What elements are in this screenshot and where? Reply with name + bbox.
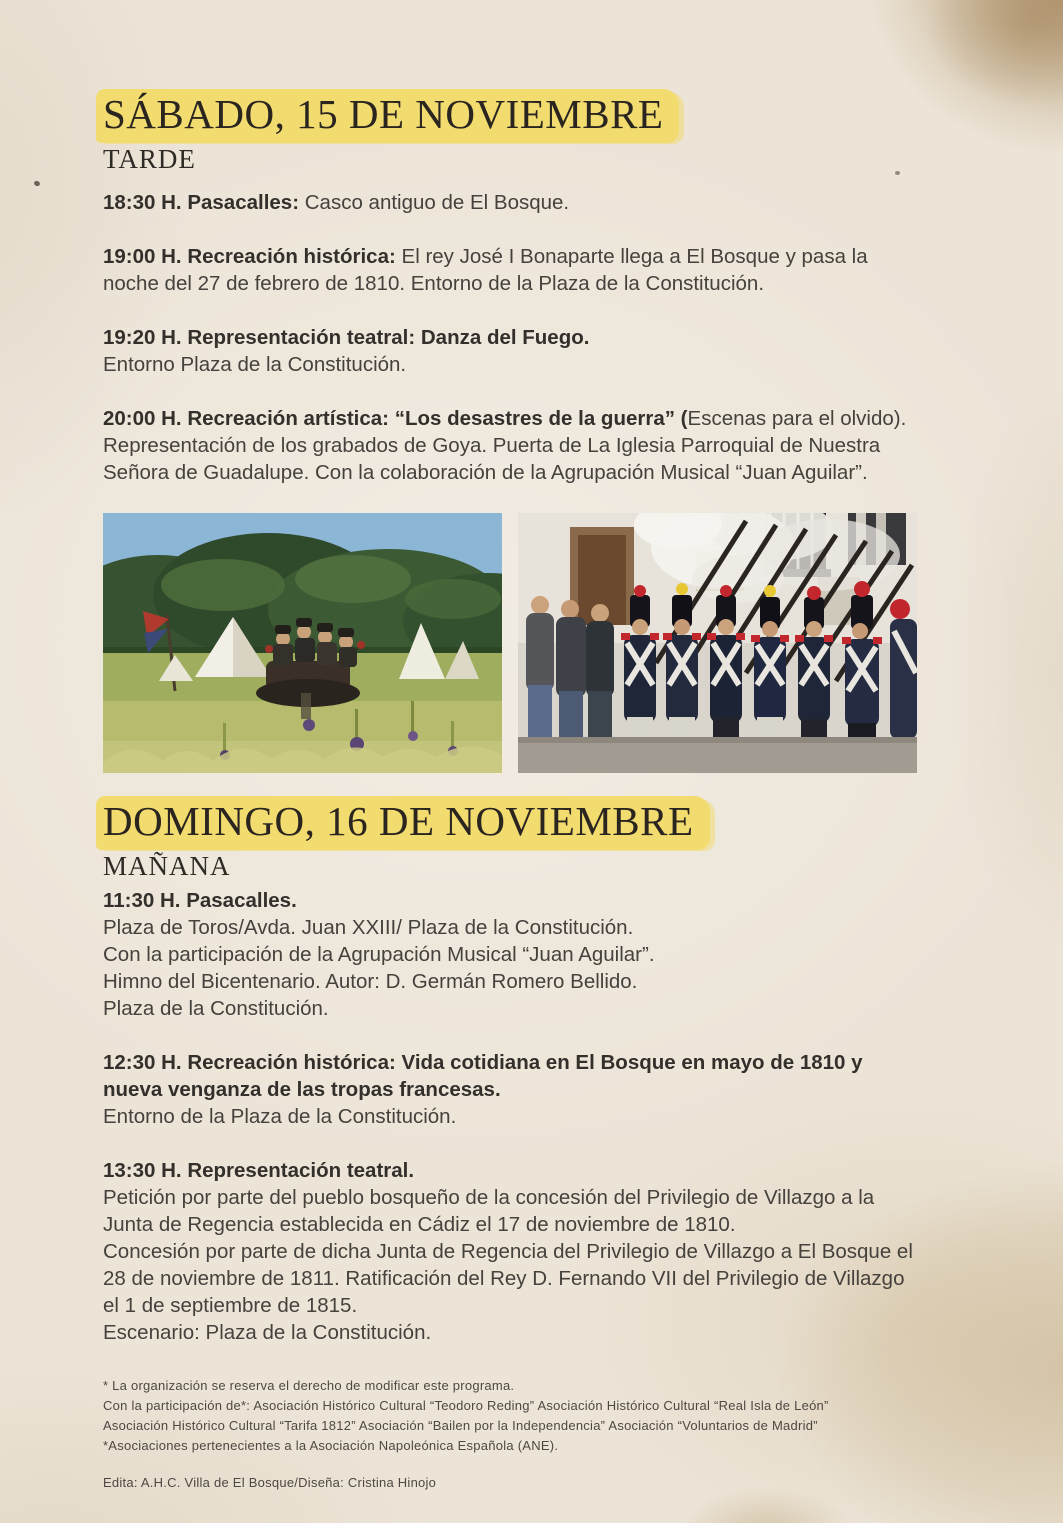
footnotes <box>103 1376 917 1456</box>
encampment-photo <box>103 513 502 773</box>
saturday-period: TARDE <box>103 144 196 175</box>
event-1900 <box>103 243 917 297</box>
saturday-title-highlight: SÁBADO, 15 DE NOVIEMBRE <box>96 89 679 143</box>
event-1920-desc: Entorno Plaza de la Constitución. <box>103 353 407 377</box>
event-1330-para1: Petición por parte del pueblo bosqueño de la concesión del Privilegio de Villazgo a la Junta de Regencia establecida en Cádiz el 17 de noviembre de 1810. <box>103 1186 875 1237</box>
event-1920 <box>103 324 917 378</box>
credits-line: Edita: A.H.C. Villa de El Bosque/Diseña: Cristina Hinojo <box>103 1475 437 1491</box>
event-1230-desc: Entorno de la Plaza de la Constitución. <box>103 1105 457 1129</box>
event-1900-time: 19:00 H. Recreación histórica: <box>103 245 396 269</box>
musket-salute-photo-graphic <box>518 513 917 773</box>
saturday-title <box>103 92 917 137</box>
sunday-title-highlight: DOMINGO, 16 DE NOVIEMBRE <box>96 796 710 850</box>
event-1330-para2: Concesión por parte de dicha Junta de Regencia del Privilegio de Villazgo a El Bosque el 28 de noviembre de 1811. Ratificación del Rey D. Fernando VII del Privilegio de Villazgo el 1 de septiembre de 1815. <box>103 1240 913 1318</box>
event-2000-desc: Escenas para el olvido). Representación de los grabados de Goya. Puerta de La Iglesia Parroquial de Nuestra Señora de Guadalupe. Con la colaboración de la Agrupación Musical “Juan Aguilar”. <box>103 407 907 485</box>
event-1230-time: 12:30 H. Recreación histórica: Vida cotidiana en El Bosque en mayo de 1810 y nueva venganza de las tropas francesas. <box>103 1051 863 1102</box>
event-1130-line3: Himno del Bicentenario. Autor: D. Germán Romero Bellido. <box>103 970 638 994</box>
footnote-line-2: Con la participación de*: Asociación Histórico Cultural “Teodoro Reding” Asociación Histórico Cultural “Real Isla de León” <box>103 1398 829 1414</box>
event-1130-line1: Plaza de Toros/Avda. Juan XXIII/ Plaza de la Constitución. <box>103 916 634 940</box>
event-1330 <box>103 1157 917 1346</box>
footnote-line-1: * La organización se reserva el derecho de modificar este programa. <box>103 1378 515 1394</box>
event-1230 <box>103 1049 917 1130</box>
event-2000 <box>103 405 917 486</box>
event-1330-para3: Escenario: Plaza de la Constitución. <box>103 1321 432 1345</box>
encampment-photo-graphic <box>103 513 502 773</box>
event-1900-desc: El rey José I Bonaparte llega a El Bosque y pasa la noche del 27 de febrero de 1810. Entorno de la Plaza de la Constitución. <box>103 245 868 296</box>
event-2000-time: 20:00 H. Recreación artística: “Los desastres de la guerra” ( <box>103 407 688 431</box>
program-content <box>103 0 917 1490</box>
footnote-line-4: *Asociaciones pertenecientes a la Asociación Napoleónica Española (ANE). <box>103 1438 559 1454</box>
event-1130-line4: Plaza de la Constitución. <box>103 997 329 1021</box>
sunday-period: MAÑANA <box>103 851 231 882</box>
paper-speck <box>33 180 40 187</box>
event-1920-time: 19:20 H. Representación teatral: Danza del Fuego. <box>103 326 590 350</box>
event-1130-line2: Con la participación de la Agrupación Musical “Juan Aguilar”. <box>103 943 655 967</box>
event-1330-time: 13:30 H. Representación teatral. <box>103 1159 415 1183</box>
footnote-line-3: Asociación Histórico Cultural “Tarifa 1812” Asociación “Bailen por la Independencia” Asociación “Voluntarios de Madrid” <box>103 1418 818 1434</box>
event-1130 <box>103 887 917 1022</box>
event-1830-time: 18:30 H. Pasacalles: <box>103 191 300 215</box>
photo-row <box>103 513 917 773</box>
sunday-title <box>103 799 917 844</box>
event-1830-desc: Casco antiguo de El Bosque. <box>304 191 570 215</box>
event-1830 <box>103 189 917 216</box>
event-1130-time: 11:30 H. Pasacalles. <box>103 889 297 913</box>
musket-salute-photo <box>518 513 917 773</box>
